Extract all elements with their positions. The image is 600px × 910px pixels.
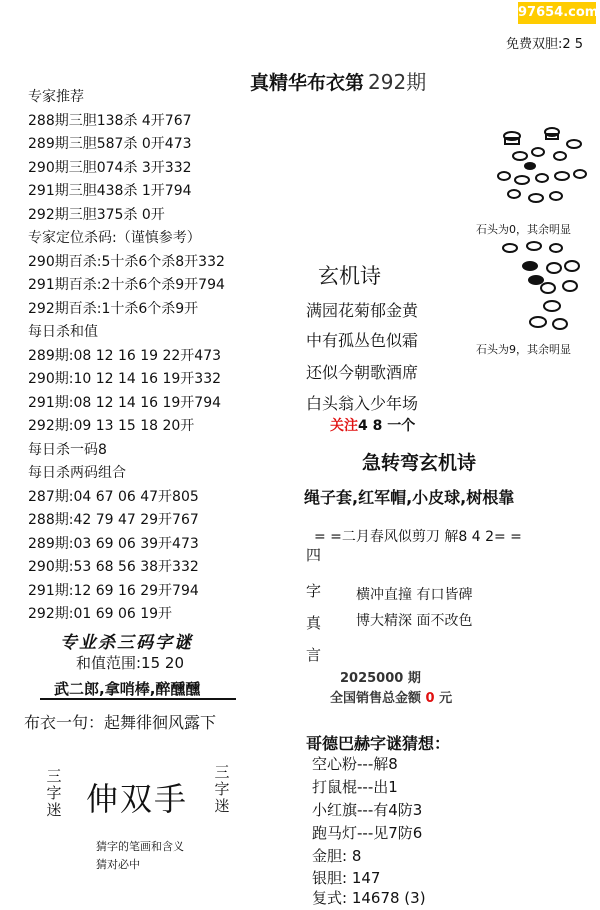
three-char-riddle-label-right: 三字迷 [214, 763, 230, 815]
riddle-text: 武二郎,拿哨棒,醉醺醺 [54, 680, 201, 698]
follow-label: 关注 [330, 418, 358, 434]
two-code-line: 291期:12 69 16 29开794 [28, 582, 199, 599]
position-kill-line: 292期百杀:1十杀6个杀9开 [28, 300, 199, 317]
sales-total [330, 687, 452, 706]
two-code-line: 287期:04 67 06 47开805 [28, 488, 199, 505]
position-kill-heading: 专家定位杀码:（谨慎参考） [28, 230, 201, 246]
riddle-big-text: 伸双手 [86, 780, 189, 818]
poem-line: 满园花菊郁金黄 [306, 301, 419, 320]
four-char-label: 字 [306, 582, 322, 600]
xuanji-poem-title: 玄机诗 [318, 264, 381, 288]
follow-hint [330, 415, 415, 435]
poem-line: 还似今朝歌酒席 [306, 363, 419, 382]
four-char-label: 真 [306, 614, 322, 632]
sales-label: 全国销售总金额 [330, 691, 422, 706]
sales-amount: 0 [425, 691, 435, 706]
spring-riddle-line: = =二月春风似剪刀 解8 4 2= = [314, 529, 522, 545]
brainteaser-line: 绳子套,红军帽,小皮球,树根靠 [304, 488, 515, 507]
title-text: 真精华布衣第 [250, 72, 365, 94]
two-code-line: 292期:01 69 06 19开 [28, 606, 173, 622]
goldbach-line: 打鼠棍---出1 [312, 778, 398, 796]
goldbach-line: 空心粉---解8 [312, 755, 398, 773]
silver-dan: 银胆: 147 [312, 869, 381, 887]
position-kill-line: 290期百杀:5十杀6个杀8开332 [28, 253, 225, 270]
two-code-heading: 每日杀两码组合 [28, 465, 126, 481]
page-title [250, 66, 426, 95]
stones-illustration-bottom [490, 238, 590, 334]
expert-heading: 专家推荐 [28, 89, 84, 105]
two-code-line: 288期:42 79 47 29开767 [28, 512, 199, 528]
sum-kill-line: 292期:09 13 15 18 20开 [28, 418, 195, 434]
site-watermark: 97654.com [518, 2, 596, 24]
position-kill-line: 291期百杀:2十杀6个杀9开794 [28, 277, 225, 293]
one-code-kill: 每日杀一码8 [28, 441, 107, 458]
poem-line: 中有孤丛色似霜 [306, 331, 419, 350]
stones-caption-bottom: 石头为9，其余明显 [476, 343, 571, 356]
compound-pick: 复式: 14678 (3) [312, 889, 426, 907]
sum-kill-heading: 每日杀和值 [28, 324, 98, 340]
riddle-hint: 猜字的笔画和含义 [96, 840, 184, 853]
sum-kill-line: 290期:10 12 14 16 19开332 [28, 371, 222, 387]
stones-caption-top: 石头为0，其余明显 [476, 223, 571, 236]
goldbach-line: 跑马灯---见7防6 [312, 824, 423, 842]
expert-section [28, 86, 192, 227]
four-char-label: 言 [306, 646, 322, 664]
sum-range: 和值范围:15 20 [76, 654, 184, 672]
two-code-line: 289期:03 69 06 39开473 [28, 535, 199, 552]
riddle-underline [40, 698, 236, 700]
expert-line: 292期三胆375杀 0开 [28, 206, 165, 223]
expert-line: 289期三胆587杀 0开473 [28, 136, 192, 152]
gold-dan: 金胆: 8 [312, 847, 362, 865]
poem-line: 白头翁入少年场 [306, 394, 419, 413]
expert-line: 290期三胆074杀 3开332 [28, 159, 192, 176]
stones-illustration-top [490, 122, 590, 214]
sum-kill-line: 289期:08 12 16 19 22开473 [28, 347, 222, 364]
title-issue: 292期 [368, 70, 427, 94]
brainteaser-title: 急转弯玄机诗 [362, 452, 477, 474]
sum-kill-line: 291期:08 12 14 16 19开794 [28, 394, 222, 411]
follow-value: 4 8 一个 [358, 418, 416, 434]
four-char-label: 四 [306, 546, 322, 564]
position-kill-section [28, 227, 225, 627]
riddle-hint-note: 猜对必中 [96, 858, 140, 871]
truth-phrase: 博大精深 面不改色 [356, 613, 473, 629]
sales-unit: 元 [439, 691, 453, 706]
goldbach-title: 哥德巴赫字谜猜想： [306, 734, 451, 753]
expert-line: 288期三胆138杀 4开767 [28, 112, 192, 129]
sales-issue: 2025000 期 [340, 671, 421, 686]
three-char-riddle-label-left: 三字迷 [46, 767, 62, 819]
goldbach-line: 小红旗---有4防3 [312, 801, 423, 819]
truth-phrase: 横冲直撞 有口皆碑 [356, 587, 473, 603]
riddle-section-title: 专业杀三码字谜 [60, 633, 193, 653]
buyi-sentence: 布衣一句：起舞徘徊风露下 [24, 713, 217, 732]
expert-line: 291期三胆438杀 1开794 [28, 183, 192, 199]
free-pick-text: 免费双胆:2 5 [506, 37, 584, 52]
two-code-line: 290期:53 68 56 38开332 [28, 559, 199, 575]
